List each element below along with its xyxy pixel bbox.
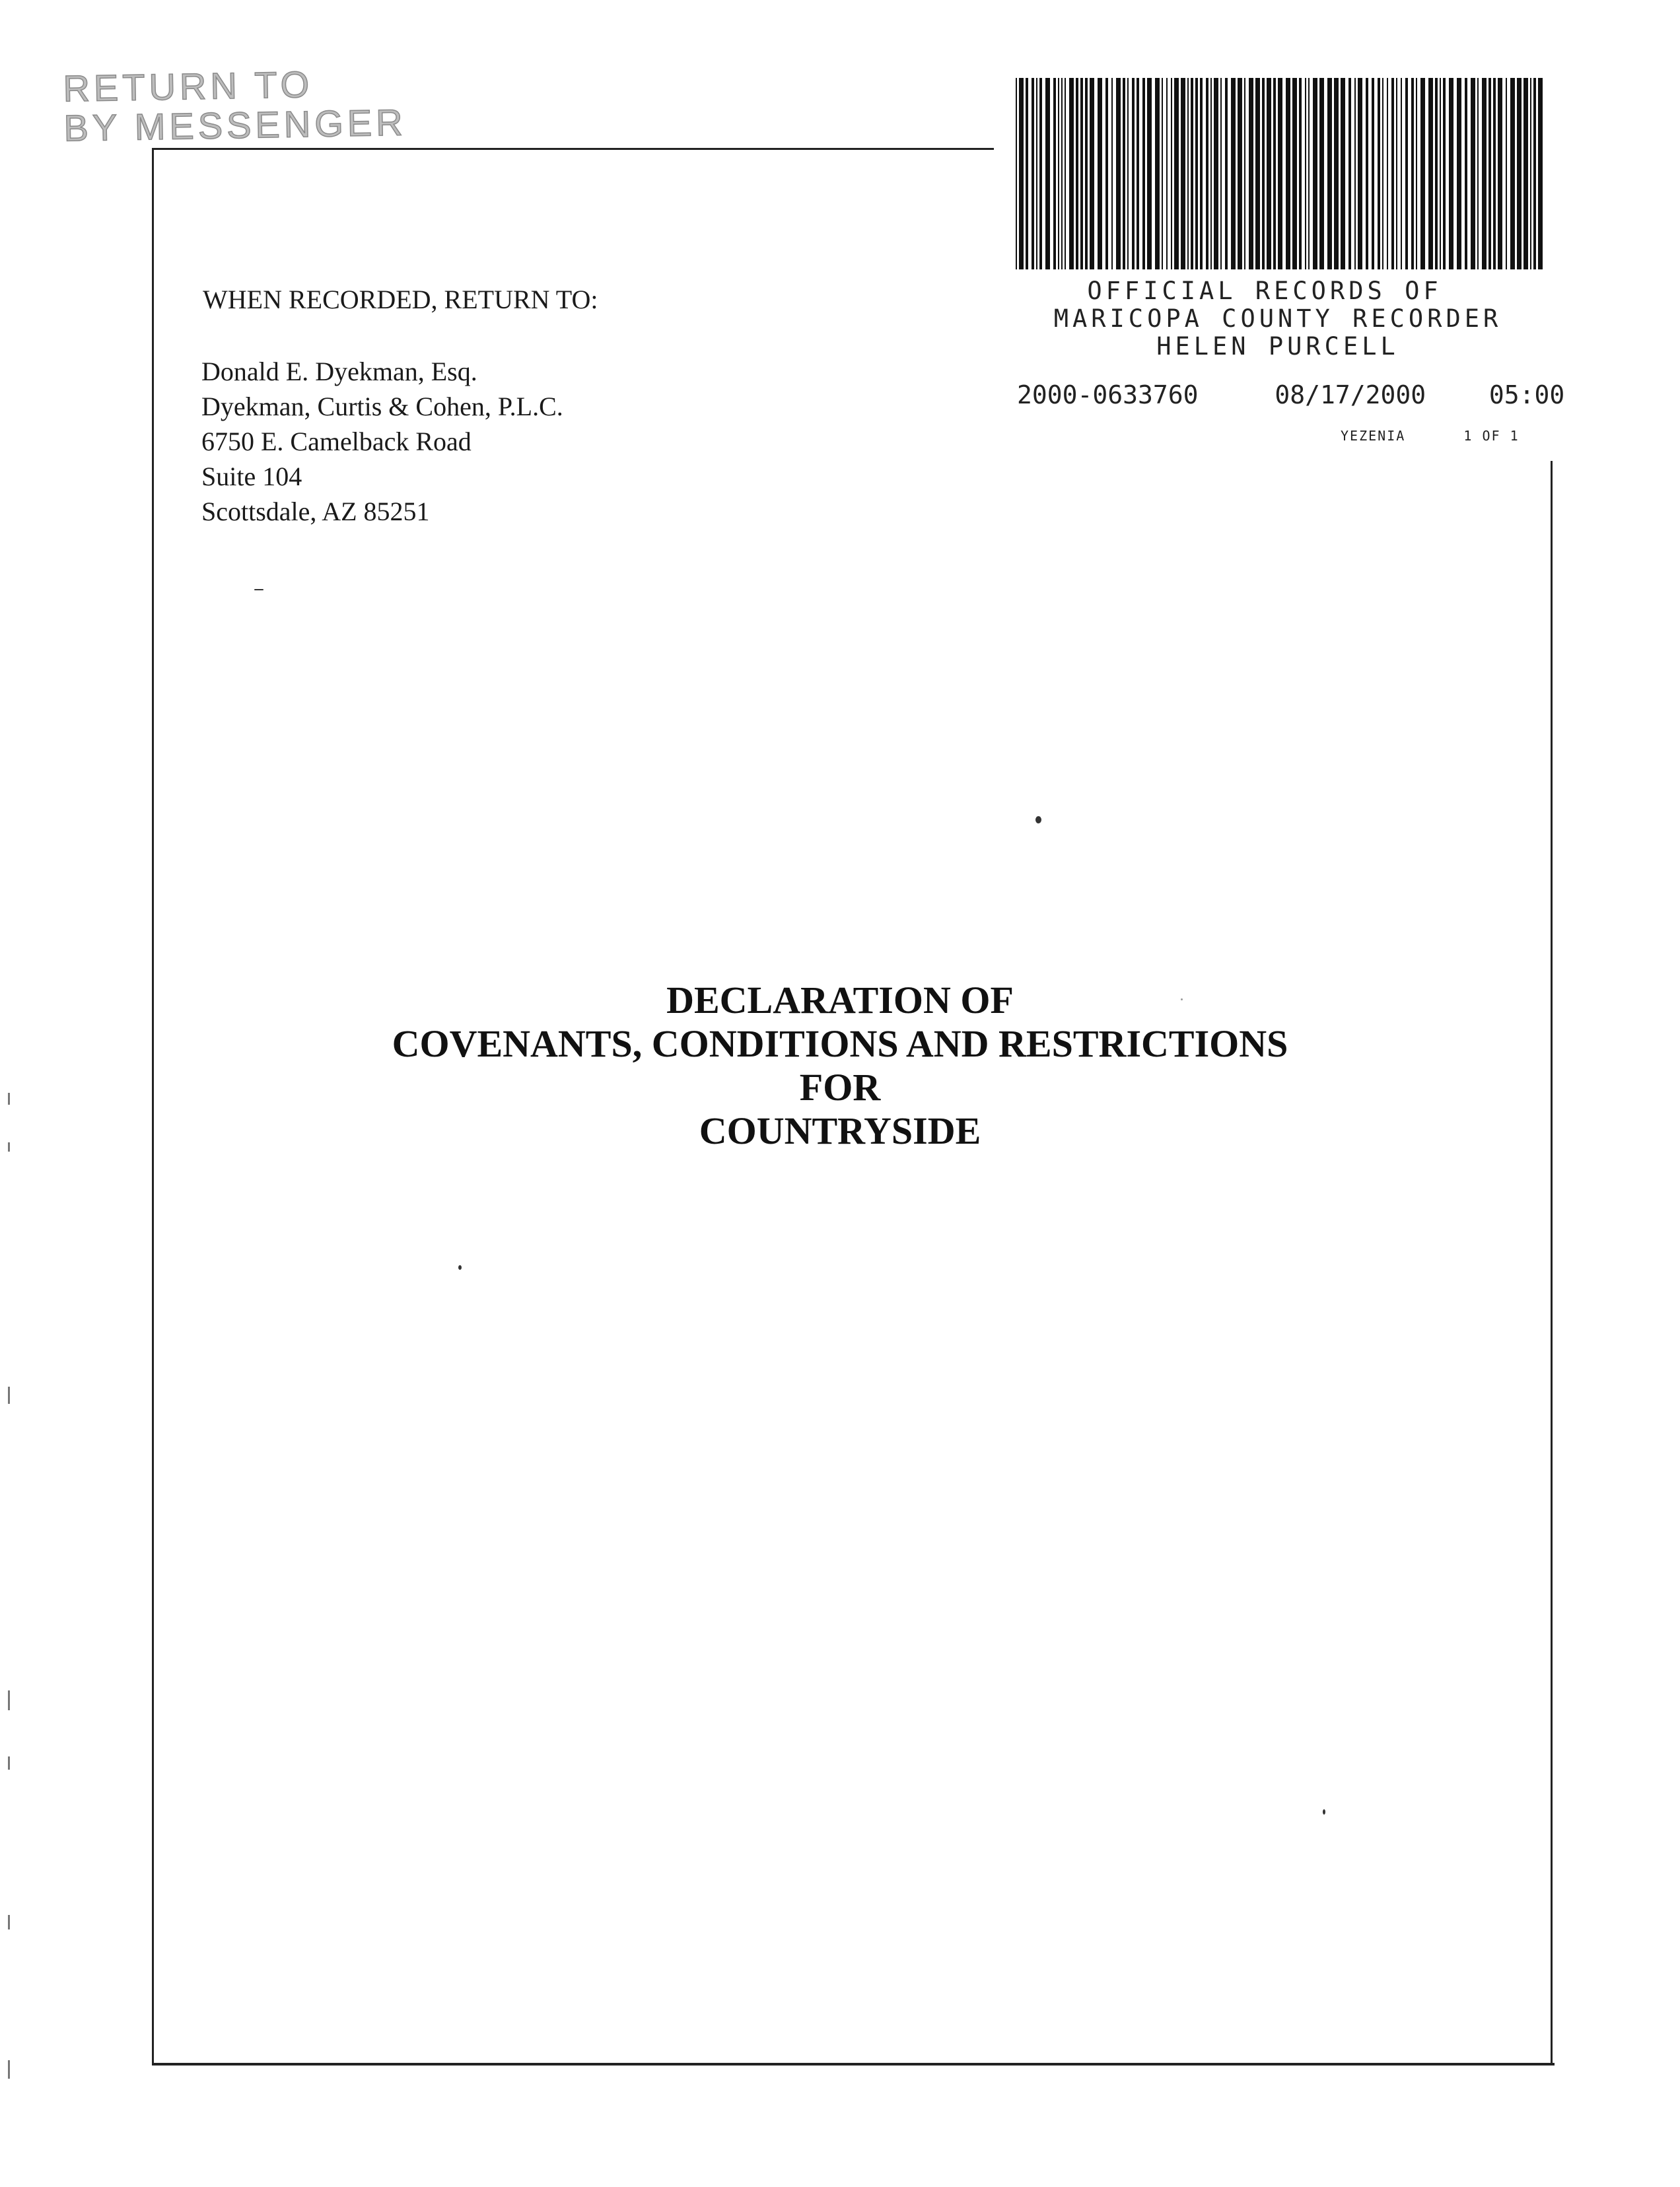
barcode-bar	[1206, 78, 1208, 269]
stamp-line-2: BY MESSENGER	[63, 101, 407, 149]
barcode-bar	[1387, 78, 1388, 269]
barcode-bar	[1267, 78, 1271, 269]
barcode-bar	[1533, 78, 1536, 269]
barcode-bar	[1220, 78, 1222, 269]
barcode-bar	[1465, 78, 1467, 269]
return-address	[201, 354, 563, 529]
barcode-bar	[1155, 78, 1160, 269]
scan-edge-mark	[8, 1093, 10, 1105]
address-suite: Suite 104	[201, 462, 302, 491]
barcode-bar	[1341, 78, 1345, 269]
barcode-bar	[1166, 78, 1168, 269]
barcode-bar	[1358, 78, 1362, 269]
barcode-bar	[1039, 78, 1042, 269]
barcode-bar	[1391, 78, 1394, 269]
messenger-stamp	[63, 63, 407, 148]
record-time: 05:00	[1488, 380, 1565, 409]
scan-speck	[1181, 998, 1183, 1000]
recorder-line-2: MARICOPA COUNTY RECORDER	[1053, 304, 1502, 333]
barcode-bar	[1378, 78, 1380, 269]
barcode-bar	[1457, 78, 1461, 269]
barcode-bar	[1382, 78, 1383, 269]
barcode-bar	[1354, 78, 1356, 269]
barcode-bar	[1019, 78, 1024, 269]
barcode-bar	[1147, 78, 1152, 269]
barcode-bar	[1506, 78, 1507, 269]
barcode-bar	[1440, 78, 1441, 269]
barcode-bar	[1420, 78, 1425, 269]
barcode-bar	[1162, 78, 1163, 269]
barcode-bar	[1132, 78, 1135, 269]
scan-edge-mark	[8, 1387, 10, 1404]
return-to-heading: WHEN RECORDED, RETURN TO:	[203, 285, 598, 314]
barcode-bar	[1065, 78, 1066, 269]
barcode-bar	[1334, 78, 1339, 269]
barcode-bar	[1105, 78, 1108, 269]
barcode-bar	[1085, 78, 1088, 269]
barcode-bar	[1076, 78, 1078, 269]
scan-edge-mark	[8, 1915, 10, 1929]
scan-edge-mark	[8, 1142, 10, 1152]
barcode-bar	[1319, 78, 1324, 269]
frame-bottom-rule	[152, 2063, 1555, 2066]
document-title	[0, 979, 1680, 1153]
barcode-bar	[1401, 78, 1402, 269]
barcode-bar	[1308, 78, 1310, 269]
recording-clerk-info	[1341, 428, 1520, 444]
barcode-bar	[1471, 78, 1475, 269]
barcode-bar	[1435, 78, 1438, 269]
title-line-4: COUNTRYSIDE	[699, 1109, 981, 1152]
barcode-bar	[1493, 78, 1496, 269]
barcode-bar	[1482, 78, 1487, 269]
barcode-bar	[1366, 78, 1368, 269]
barcode-bar	[1187, 78, 1189, 269]
barcode-bar	[1411, 78, 1414, 269]
address-name: Donald E. Dyekman, Esq.	[201, 357, 477, 386]
barcode-bar	[1231, 78, 1236, 269]
title-line-1: DECLARATION OF	[666, 979, 1014, 1022]
barcode-bar	[1428, 78, 1433, 269]
barcode-bar	[1348, 78, 1351, 269]
barcode-bar	[1488, 78, 1491, 269]
scan-edge-mark	[8, 1756, 10, 1770]
barcode-bar	[1032, 78, 1034, 269]
barcode-bar	[1045, 78, 1050, 269]
record-clerk: YEZENIA	[1341, 428, 1406, 444]
record-page-count: 1 OF 1	[1463, 428, 1520, 444]
stamp-line-1: RETURN TO	[62, 63, 314, 110]
recording-barcode	[1016, 78, 1544, 269]
address-firm: Dyekman, Curtis & Cohen, P.L.C.	[201, 392, 563, 421]
barcode-bar	[1026, 78, 1028, 269]
barcode-bar	[1517, 78, 1522, 269]
barcode-bar	[1111, 78, 1113, 269]
barcode-bar	[1174, 78, 1179, 269]
barcode-bar	[1214, 78, 1218, 269]
barcode-bar	[1225, 78, 1228, 269]
barcode-bar	[1273, 78, 1276, 269]
barcode-bar	[1405, 78, 1408, 269]
barcode-bar	[1530, 78, 1531, 269]
record-number: 2000-0633760	[1017, 380, 1199, 409]
barcode-bar	[1396, 78, 1397, 269]
barcode-bar	[1449, 78, 1453, 269]
barcode-bar	[1477, 78, 1479, 269]
barcode-bar	[1292, 78, 1297, 269]
title-line-2: COVENANTS, CONDITIONS AND RESTRICTIONS	[392, 1022, 1288, 1065]
barcode-bar	[1286, 78, 1290, 269]
barcode-bar	[1116, 78, 1121, 269]
barcode-bar	[1327, 78, 1332, 269]
recorder-line-3: HELEN PURCELL	[1156, 332, 1399, 361]
barcode-bar	[1305, 78, 1306, 269]
recorder-block	[1017, 277, 1539, 361]
scan-edge-mark	[8, 1690, 10, 1710]
barcode-bar	[1195, 78, 1198, 269]
barcode-bar	[1098, 78, 1102, 269]
barcode-bar	[1278, 78, 1282, 269]
address-street: 6750 E. Camelback Road	[201, 427, 472, 456]
barcode-bar	[1036, 78, 1037, 269]
barcode-bar	[1171, 78, 1172, 269]
barcode-bar	[1181, 78, 1185, 269]
scan-speck	[1035, 816, 1041, 823]
recording-info	[1017, 380, 1565, 409]
barcode-bar	[1016, 78, 1017, 269]
scan-edge-mark	[8, 2060, 10, 2079]
scan-speck	[254, 589, 263, 590]
record-date: 08/17/2000	[1275, 380, 1426, 409]
barcode-bar	[1299, 78, 1302, 269]
barcode-bar	[1313, 78, 1317, 269]
barcode-bar	[1372, 78, 1374, 269]
title-line-3: FOR	[799, 1066, 881, 1109]
address-city: Scottsdale, AZ 85251	[201, 497, 430, 526]
barcode-bar	[1262, 78, 1265, 269]
barcode-bar	[1249, 78, 1253, 269]
barcode-bar	[1191, 78, 1193, 269]
barcode-bar	[1538, 78, 1543, 269]
barcode-bar	[1090, 78, 1094, 269]
barcode-bar	[1210, 78, 1212, 269]
barcode-bar	[1498, 78, 1502, 269]
barcode-bar	[1244, 78, 1245, 269]
barcode-bar	[1127, 78, 1129, 269]
barcode-bar	[1069, 78, 1074, 269]
barcode-bar	[1416, 78, 1417, 269]
barcode-bar	[1443, 78, 1446, 269]
barcode-bar	[1510, 78, 1515, 269]
barcode-bar	[1200, 78, 1203, 269]
barcode-bar	[1142, 78, 1145, 269]
recorder-line-1: OFFICIAL RECORDS OF	[1087, 277, 1442, 305]
barcode-bar	[1238, 78, 1242, 269]
barcode-bar	[1137, 78, 1139, 269]
scan-speck	[1323, 1809, 1325, 1815]
barcode-bar	[1058, 78, 1059, 269]
barcode-bar	[1061, 78, 1063, 269]
frame-top-rule	[152, 148, 994, 150]
barcode-bar	[1523, 78, 1528, 269]
frame-right-rule	[1551, 461, 1553, 2066]
scan-speck	[458, 1265, 462, 1270]
barcode-bar	[1053, 78, 1056, 269]
barcode-bar	[1123, 78, 1125, 269]
barcode-bar	[1080, 78, 1083, 269]
barcode-bar	[1255, 78, 1260, 269]
